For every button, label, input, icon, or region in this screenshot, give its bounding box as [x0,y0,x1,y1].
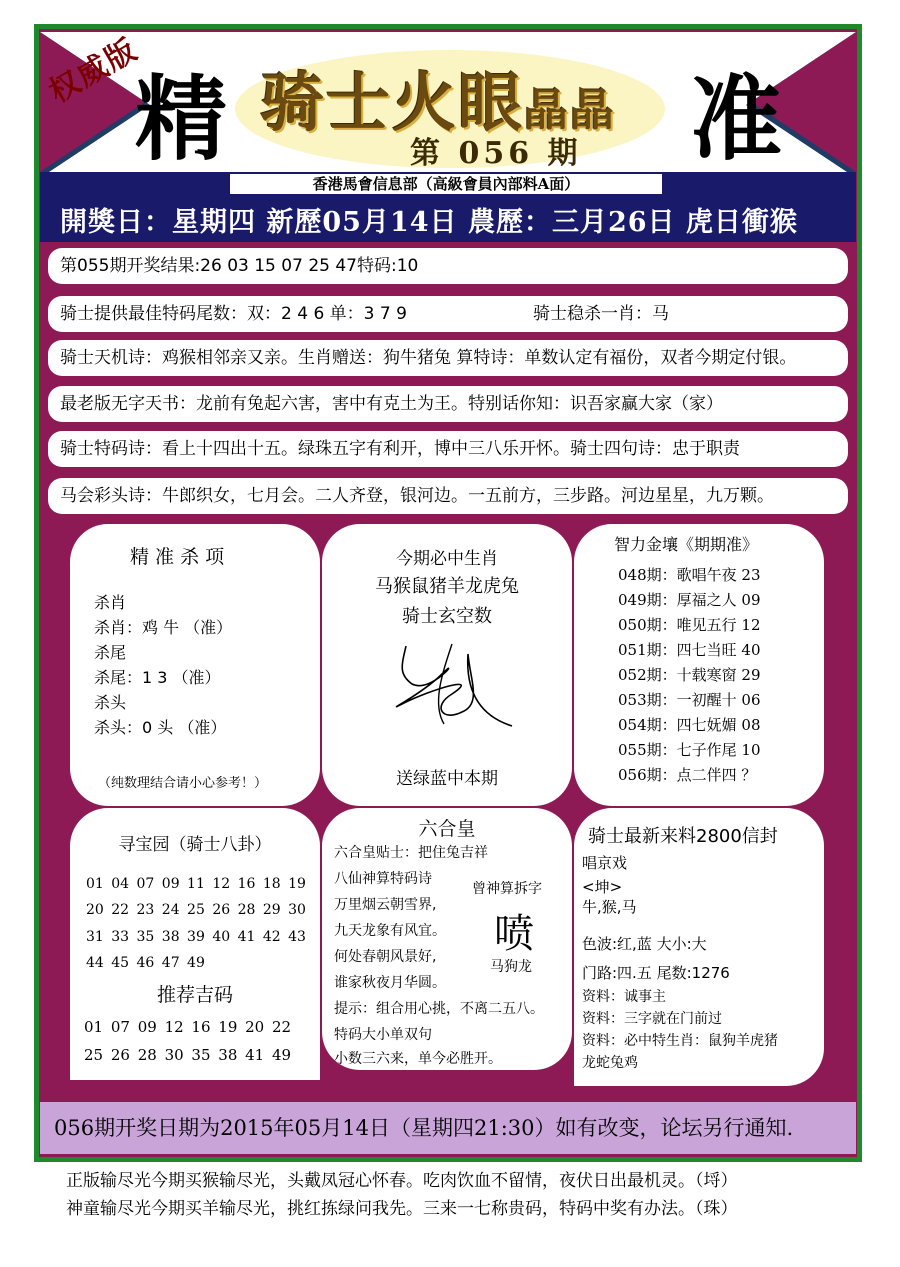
must-line: 骑士玄空数 [402,606,492,627]
liuhe-line: 八仙神算特码诗 [334,871,432,887]
zhili-item: 053期：一初醒十 06 [618,691,761,709]
latest-line: <坤> [582,878,623,896]
rec-title: 推荐吉码 [156,984,233,1006]
zhili-item: 051期：四七当旺 40 [618,641,761,659]
kill-one-text: 骑士稳杀一肖：马 [533,304,669,324]
rec-nums: 01 07 09 12 16 19 20 22 [84,1018,292,1036]
zhili-box [574,524,824,806]
poem-text: 骑士天机诗：鸡猴相邻亲又亲。生肖赠送：狗牛猪兔 算特诗：单数认定有福份，双者今期定付银。 [60,348,797,368]
tail-text: 骑士提供最佳特码尾数：双：2 4 6 单：3 7 9 [60,304,407,324]
liuhe-line: 万里烟云朝雪界, [334,897,437,913]
latest-line: 龙蛇兔鸡 [582,1055,638,1071]
result-row [48,248,848,284]
zhili-item: 055期：七子作尾 10 [618,741,761,759]
edition-badge: 权威版 [43,32,145,111]
must-line: 送绿蓝中本期 [396,769,498,789]
kill-line: 杀肖：鸡 牛 （准） [94,618,233,637]
issue-number: 第 056 期 [410,136,582,171]
kill-line: 杀尾 [94,643,127,662]
liuhe-side-label: 曾神算拆字 [472,881,542,897]
kill-note: （纯数理结合请小心参考！） [98,776,268,791]
header-banner [40,32,856,172]
book-text: 最老版无字天书：龙前有兔起六害，害中有克土为王。特别话你知：识吾家赢大家（家） [60,394,723,414]
draw-date: 開獎日：星期四 新歷05月14日 農歷：三月26日 虎日衝猴 [60,207,798,238]
latest-line: 资料：诚事主 [582,989,666,1005]
xunbao-nums: 31 33 35 38 39 40 41 42 43 [86,929,306,945]
liuhe-title: 六合皇 [418,818,476,840]
xunbao-nums: 44 45 46 47 49 [86,955,205,971]
zhili-item: 052期：十载寒窗 29 [618,666,761,684]
liuhe-line: 谁家秋夜月华圆。 [334,975,446,991]
xunbao-title: 寻宝园（骑士八卦） [118,835,272,855]
liuhe-side-char: 喷 [494,911,534,957]
draw-notice [40,1102,856,1154]
latest-line: 唱京戏 [582,854,628,872]
liuhe-line: 何处春朝风景好, [334,949,437,965]
liuhe-line: 六合皇贴士：把住兔吉祥 [334,845,488,861]
signature-scribble [372,634,532,734]
title-small: 晶晶 [524,85,616,136]
subtitle: 香港馬會信息部（高級會員內部料A面） [230,174,662,194]
kill-line: 杀尾：1 3 （准） [94,668,221,687]
book-row [48,386,848,422]
must-box [322,524,572,806]
liuhe-line: 小数三六来，单今必胜开。 [334,1051,502,1067]
zhili-item: 054期：四七妩媚 08 [618,716,761,734]
result-text: 第055期开奖结果:26 03 15 07 25 47特码:10 [60,256,419,276]
zhili-item: 048期：歌唱午夜 23 [618,566,761,584]
color-poem-text: 马会彩头诗：牛郎织女，七月会。二人齐登，银河边。一五前方，三步路。河边星星，九万颗。 [60,486,774,506]
color-poem-row [48,478,848,514]
poem-row [48,340,848,376]
must-line: 今期必中生肖 [396,549,498,569]
code-poem-text: 骑士特码诗：看上十四出十五。绿珠五字有利开，博中三八乐开怀。骑士四句诗：忠于职责 [60,439,740,459]
liuhe-line: 九天龙象有风宜。 [334,923,446,939]
liuhe-box [322,808,572,1070]
zhili-item: 056期：点二伴四 ？ [618,766,757,784]
kill-title: 精 准 杀 项 [130,546,225,568]
kill-box [70,524,320,806]
latest-title: 骑士最新来料2800信封 [588,826,778,847]
liuhe-line: 提示：组合用心挑，不离二五八。 [334,1001,544,1017]
latest-line: 牛,猴,马 [582,898,637,916]
right-big-char: 准 [690,65,783,172]
kill-line: 杀头：0 头 （准） [94,718,227,737]
must-zodiacs: 马猴鼠猪羊龙虎兔 [375,576,519,597]
zhili-title: 智力金壤《期期准》 [614,535,759,554]
draw-notice-text: 056期开奖日期为2015年05月14日（星期四21:30）如有改变，论坛另行通知. [54,1116,794,1140]
zhili-item: 049期：厚福之人 09 [618,591,761,609]
latest-line: 资料：三字就在门前过 [582,1011,722,1027]
rec-nums: 25 26 28 30 35 38 41 49 [84,1046,292,1064]
xunbao-box [70,808,320,1080]
xunbao-nums: 20 22 23 24 25 26 28 29 30 [86,902,306,918]
liuhe-line: 特码大小单双句 [334,1027,432,1043]
xunbao-nums: 01 04 07 09 11 12 16 18 19 [86,876,306,892]
title-main: 骑士火眼 [260,66,524,141]
footer-line: 神童输尽光今期买羊输尽光，挑红拣绿问我先。三来一七称贵码，特码中奖有办法。（珠） [66,1199,738,1219]
latest-box [574,808,824,1086]
liuhe-side-zodiacs: 马狗龙 [490,959,532,975]
left-big-char: 精 [135,65,228,172]
tail-row [48,296,848,332]
latest-line: 门路:四.五 尾数:1276 [582,964,730,982]
code-poem-row [48,431,848,467]
latest-line: 资料：必中特生肖：鼠狗羊虎猪 [582,1033,778,1049]
latest-line: 色波:红,蓝 大小:大 [582,935,707,953]
footer-line: 正版输尽光今期买猴输尽光，头戴凤冠心怀春。吃肉饮血不留情，夜伏日出最机灵。（埒） [66,1171,738,1191]
zhili-item: 050期：唯见五行 12 [618,616,761,634]
kill-line: 杀肖 [94,593,127,612]
kill-line: 杀头 [94,693,127,712]
